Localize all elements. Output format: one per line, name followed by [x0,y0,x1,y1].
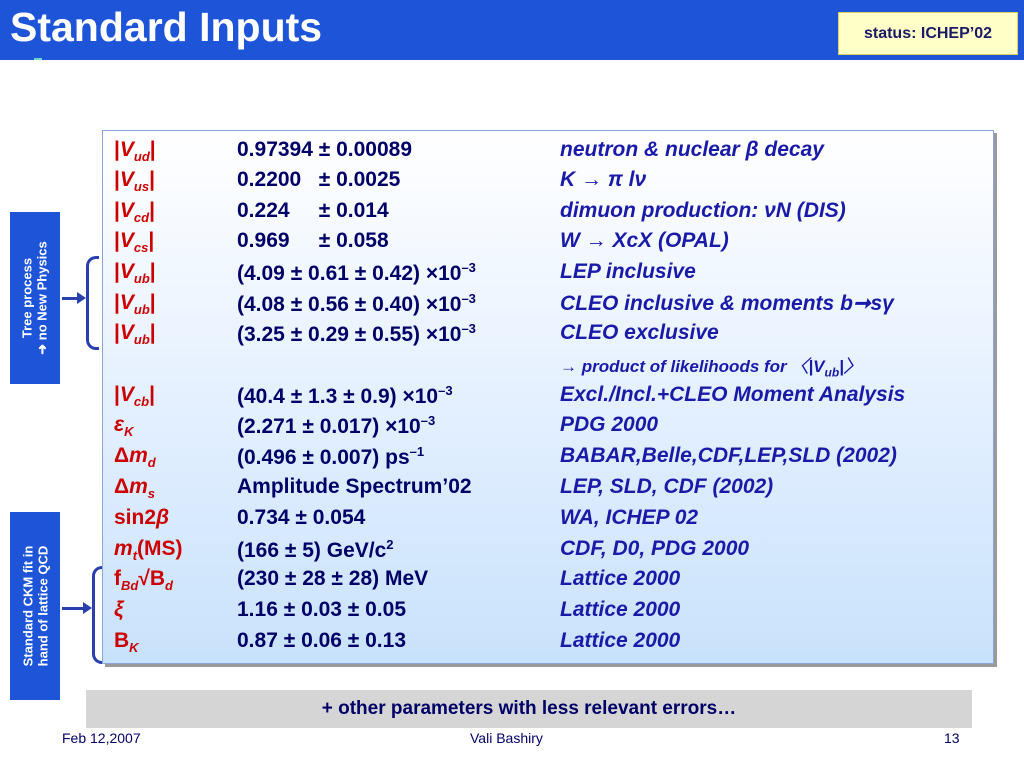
bottom-arrow-head [83,602,92,614]
value-text: 0.87 ± 0.06 ± 0.13 [237,629,407,652]
parameter-source-note: Lattice 2000 [560,567,681,590]
likelihood-note [560,352,861,379]
symbol-subscript: us [133,179,150,195]
value-exponent: –3 [461,291,476,306]
parameter-source-note: CLEO exclusive [560,321,719,344]
symbol-prefix: | [114,291,120,314]
symbol-suffix: | [148,229,155,252]
symbol-prefix: sin2 [114,506,157,529]
value-text: (4.09 ± 0.61 ± 0.42) ×10 [237,262,462,285]
symbol-prefix: | [114,199,120,222]
symbol-prefix: f [114,567,121,590]
value-text: 0.734 ± 0.054 [237,506,366,529]
symbol-suffix: | [149,168,155,191]
symbol-main: V [119,321,134,344]
top-bracket [86,256,99,350]
parameter-source-note: WA, ICHEP 02 [560,506,699,529]
value-exponent: –3 [461,260,476,275]
value-text: 0.97394 ± 0.00089 [237,138,413,161]
symbol-subscript: ub [133,332,150,348]
symbol-main: m [129,475,148,498]
parameter-source-note: Lattice 2000 [560,598,681,621]
footer-author: Vali Bashiry [470,730,543,746]
symbol-subscript: t [132,548,138,564]
parameter-source-note: PDG 2000 [560,413,659,436]
symbol-subscript: cb [133,394,150,410]
symbol-suffix: | [149,260,156,283]
parameter-value [237,229,389,253]
parameter-value [237,506,365,530]
symbol-subscript: s [147,486,156,502]
symbol-subscript: ub [133,302,150,318]
value-text: 0.2200 ± 0.0025 [237,168,401,191]
parameter-symbol [114,138,156,164]
parameter-symbol [114,229,154,255]
symbol-main: m [129,444,148,467]
parameter-value [237,168,400,192]
value-exponent: –1 [409,444,425,459]
value-exponent: –3 [438,383,453,398]
parameter-value [237,413,435,439]
parameter-value [237,475,472,499]
parameter-source-note: K → π lν [560,168,647,191]
symbol-main: V [119,199,134,222]
symbol-suffix: | [149,291,156,314]
parameter-value [237,138,412,162]
symbol-main: V [119,229,134,252]
value-text: (2.271 ± 0.017) ×10 [237,415,421,438]
tree-process-label-line2: ➜ no New Physics [35,241,51,355]
parameter-value [237,567,428,591]
top-arrow-head [77,292,86,304]
value-text: Amplitude Spectrum’02 [237,475,472,498]
parameter-source-note: CDF, D0, PDG 2000 [560,537,750,560]
value-exponent: 2 [386,537,394,552]
footer-date: Feb 12,2007 [62,730,141,746]
value-text: 0.224 ± 0.014 [237,199,389,222]
symbol-prefix: | [114,260,120,283]
parameter-value [237,321,476,347]
symbol-main: β [156,506,170,529]
parameter-symbol [114,629,139,655]
header-divider-mark [34,58,42,60]
lattice-qcd-label-box [10,512,60,700]
parameter-symbol [114,321,156,347]
parameter-source-note: neutron & nuclear β decay [560,138,824,161]
parameter-value [237,260,476,286]
value-text: 0.969 ± 0.058 [237,229,389,252]
symbol-main: V [119,291,134,314]
value-text: (0.496 ± 0.007) ps [237,446,410,469]
tree-process-label-line1: Tree process [20,257,36,339]
parameter-source-note: LEP inclusive [560,260,696,283]
parameter-value [237,199,389,223]
symbol-main: m [114,537,133,560]
parameter-value [237,598,406,622]
symbol-suffix: | [149,321,156,344]
parameter-value [237,291,476,317]
symbol-prefix: Δ [114,475,130,498]
symbol-main: ε [114,413,125,436]
symbol-suffix-subscript: d [165,578,173,594]
tree-process-label-box [10,212,60,384]
footer-page-number: 13 [944,730,960,746]
symbol-prefix: | [114,383,120,406]
parameter-value [237,537,394,563]
symbol-prefix: Δ [114,444,130,467]
symbol-subscript: ud [133,149,150,165]
symbol-main: V [119,260,134,283]
likelihood-note-text: → product of likelihoods for 〈|V [560,357,825,376]
parameter-symbol [114,260,156,286]
symbol-subscript: d [147,455,156,471]
parameter-source-note: Lattice 2000 [560,629,681,652]
symbol-subscript: Bd [121,578,139,594]
value-text: (166 ± 5) GeV/c [237,539,387,562]
likelihood-note-post: |〉 [839,357,861,376]
parameter-symbol [114,291,156,317]
parameter-source-note: BABAR,Belle,CDF,LEP,SLD (2002) [560,444,897,467]
parameter-symbol [114,537,183,563]
top-arrow-line [62,297,78,300]
parameter-symbol [114,383,155,409]
parameter-symbol [114,444,156,470]
value-text: (3.25 ± 0.29 ± 0.55) ×10 [237,323,462,346]
symbol-subscript: cs [133,240,149,256]
parameter-source-note: CLEO inclusive & moments b➞sγ [560,292,894,315]
parameter-symbol [114,168,155,194]
symbol-main: ξ [114,598,124,621]
likelihood-note-sub: ub [824,365,840,380]
symbol-prefix: | [114,138,120,161]
status-badge: status: ICHEP’02 [838,12,1018,55]
slide-title: Standard Inputs [10,4,323,50]
symbol-main: V [119,138,134,161]
symbol-subscript: cd [133,210,150,226]
parameter-source-note: Excl./Incl.+CLEO Moment Analysis [560,383,906,406]
parameter-source-note: dimuon production: νN (DIS) [560,199,846,222]
symbol-prefix: B [114,629,130,652]
symbol-suffix: (MS) [137,537,183,560]
symbol-subscript: K [124,424,134,440]
parameter-source-note: W → XcX (OPAL) [560,229,729,252]
symbol-main: V [119,168,134,191]
value-text: (4.08 ± 0.56 ± 0.40) ×10 [237,293,462,316]
symbol-suffix: √B [138,567,166,590]
symbol-subscript: ub [133,271,150,287]
symbol-prefix: | [114,168,120,191]
parameter-symbol [114,475,155,501]
parameter-symbol [114,598,123,624]
symbol-suffix: | [149,138,156,161]
symbol-main: V [119,383,134,406]
value-exponent: –3 [420,413,436,428]
symbol-suffix: | [149,383,155,406]
value-exponent: –3 [461,321,476,336]
parameter-value [237,383,453,409]
parameter-symbol [114,506,169,532]
parameter-symbol [114,567,173,593]
lattice-qcd-label-line1: Standard CKM fit in [20,545,35,667]
parameter-symbol [114,199,155,225]
value-text: (230 ± 28 ± 28) MeV [237,567,429,590]
value-text: (40.4 ± 1.3 ± 0.9) ×10 [237,385,439,408]
parameter-value [237,629,406,653]
parameter-value [237,444,424,470]
symbol-prefix: | [114,229,120,252]
footer-note-bar: + other parameters with less relevant errors… [86,690,972,728]
bottom-arrow-line [62,607,84,610]
header-bar [0,0,1024,60]
symbol-suffix: | [149,199,155,222]
parameter-source-note: LEP, SLD, CDF (2002) [560,475,774,498]
lattice-qcd-label-line2: hand of lattice QCD [35,545,50,667]
value-text: 1.16 ± 0.03 ± 0.05 [237,598,407,621]
symbol-subscript: K [129,640,139,656]
symbol-prefix: | [114,321,120,344]
parameter-symbol [114,413,133,439]
